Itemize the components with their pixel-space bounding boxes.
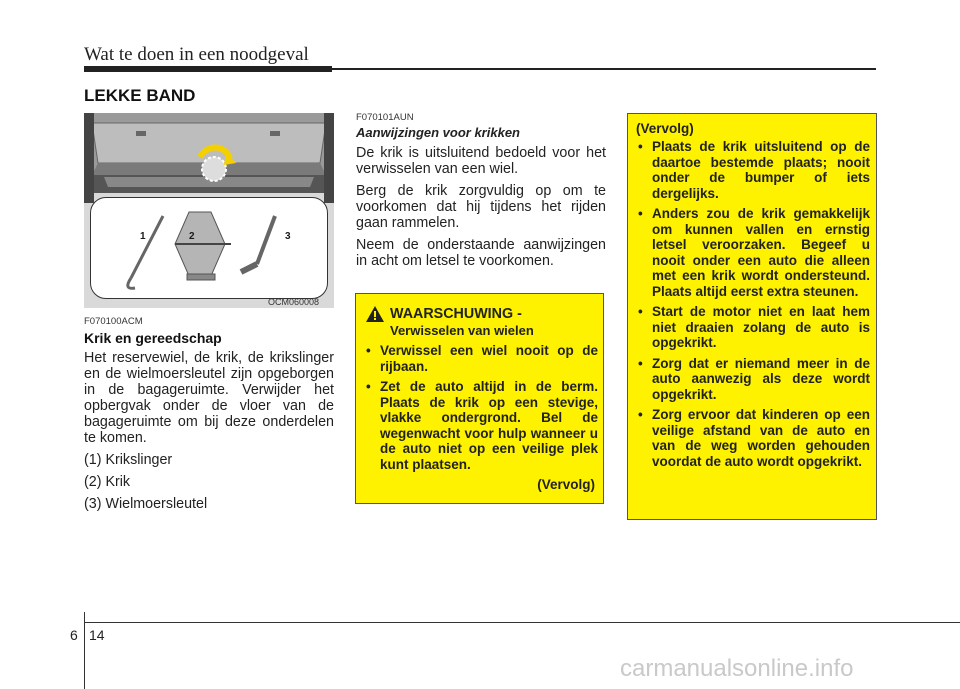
warning-subtitle: Verwisselen van wielen — [390, 323, 534, 338]
warning-title: WAARSCHUWING - — [390, 306, 522, 322]
list-item: (2) Krik — [84, 474, 131, 490]
continued-label: (Vervolg) — [537, 477, 595, 492]
paragraph-text: Het reservewiel, de krik, de krikslinger en de wielmoersleutel zijn opgeborgen in de bagageruimte. Verwijder het opbergvak onder de vloer van de bagageruimte om bij deze onderdelen te komen. — [84, 350, 334, 446]
list-item: • Plaats de krik uitsluitend op de daartoe bestemde plaats; nooit onder de bumper of iets dergelijks. — [636, 139, 870, 201]
section-title: LEKKE BAND — [84, 86, 196, 105]
list-item: (3) Wielmoersleutel — [84, 496, 208, 512]
header-accent-bar — [84, 66, 332, 72]
chapter-number: 6 — [70, 627, 78, 643]
callout-3: 3 — [285, 231, 291, 242]
warning-bullets — [364, 343, 598, 477]
body-paragraph — [84, 350, 334, 518]
footer-rule — [84, 622, 960, 623]
paragraph-text: De krik is uitsluitend bedoeld voor het verwisselen van een wiel. — [356, 145, 606, 177]
list-item: • Zet de auto altijd in de berm. Plaats de krik op een stevige, vlakke ondergrond. Bel de wegenwacht voor hulp wanneer u de auto niet op een veilige plek kunt plaatsen. — [364, 379, 598, 472]
warning-box — [355, 293, 604, 504]
warning-triangle-icon — [366, 306, 384, 327]
figure-caption: OCM060008 — [268, 297, 320, 307]
page-number: 14 — [89, 627, 105, 643]
callout-1: 1 — [140, 231, 146, 242]
paragraph-text: Neem de onderstaande aanwijzingen in acht om letsel te voorkomen. — [356, 237, 606, 269]
list-item: • Start de motor niet en laat hem niet draaien zolang de auto is opgekrikt. — [636, 304, 870, 351]
continuation-heading: (Vervolg) — [636, 121, 694, 136]
watermark: carmanualsonline.info — [620, 655, 854, 682]
callout-2: 2 — [189, 231, 195, 242]
body-paragraphs — [356, 145, 606, 275]
section-code: F070101AUN — [356, 112, 414, 123]
subsection-title: Aanwijzingen voor krikken — [356, 125, 520, 140]
list-item: • Verwissel een wiel nooit op de rijbaan. — [364, 343, 598, 374]
continuation-box — [627, 113, 877, 520]
tools-illustration — [91, 198, 327, 298]
continuation-bullets — [636, 139, 870, 474]
subsection-title: Krik en gereedschap — [84, 330, 222, 346]
list-item: • Zorg ervoor dat kinderen op een veilige afstand van de auto en van de weg worden gehouden voordat de auto wordt opgekrikt. — [636, 407, 870, 469]
tools-inset — [90, 197, 328, 299]
list-item: • Anders zou de krik gemakkelijk om kunnen vallen en ernstig letsel veroorzaken. Begeef u nooit onder een auto die alleen met een krik wordt ondersteund. Plaats altijd eerst extra steunen. — [636, 206, 870, 299]
chapter-title: Wat te doen in een noodgeval — [84, 44, 309, 65]
section-code: F070100ACM — [84, 316, 143, 327]
list-item: • Zorg dat er niemand meer in de auto aanwezig als deze wordt opgekrikt. — [636, 356, 870, 403]
paragraph-text: Berg de krik zorgvuldig op om te voorkomen dat hij tijdens het rijden gaan rammelen. — [356, 183, 606, 231]
list-item: (1) Krikslinger — [84, 452, 173, 468]
footer-divider — [84, 612, 85, 689]
